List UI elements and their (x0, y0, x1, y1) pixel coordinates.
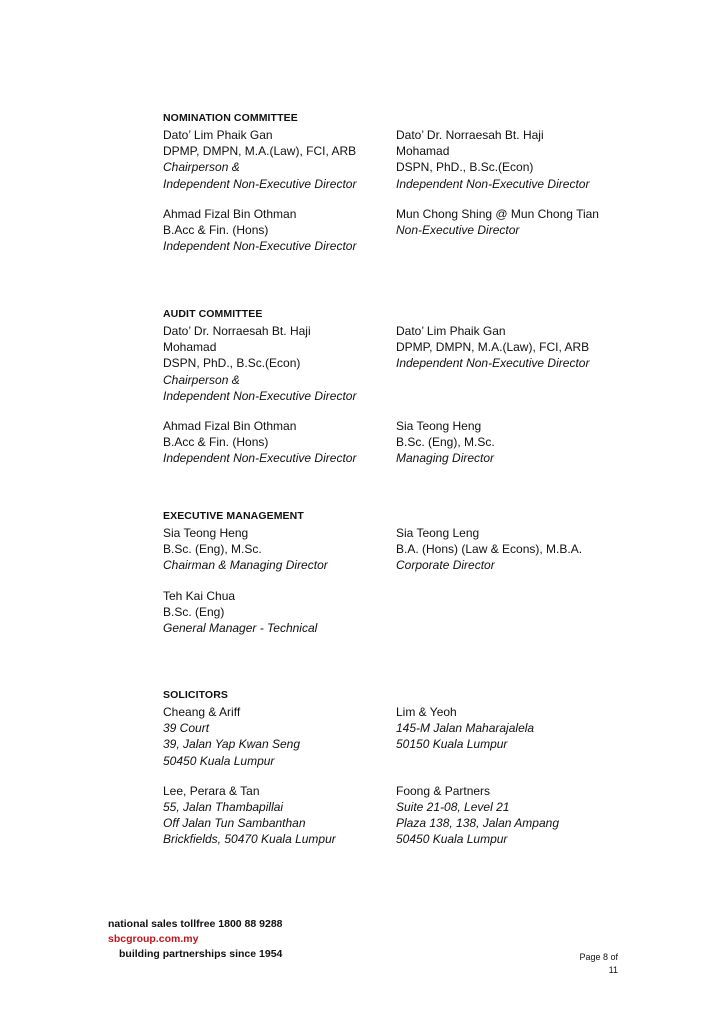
entry-left (163, 588, 396, 637)
page-number-line1: Page 8 of (579, 952, 618, 962)
section-heading: NOMINATION COMMITTEE (163, 112, 298, 124)
entry-detail: DPMP, DMPN, M.A.(Law), FCI, ARB (163, 144, 357, 159)
entry-name: Teh Kai Chua (163, 588, 236, 603)
entry-detail: 145-M Jalan Maharajalela (396, 721, 535, 736)
entry-left (163, 704, 396, 769)
section-heading: EXECUTIVE MANAGEMENT (163, 510, 304, 522)
entry-name: Foong & Partners (396, 783, 491, 798)
entry-detail: Independent Non-Executive Director (163, 176, 357, 191)
entry-name: Lim & Yeoh (396, 705, 457, 719)
entry-detail: 39 Court (163, 721, 210, 736)
entry-detail: Independent Non-Executive Director (396, 176, 590, 191)
entry-detail: Off Jalan Tun Sambanthan (163, 816, 306, 831)
entry-left (163, 323, 396, 404)
entry-detail: DSPN, PhD., B.Sc.(Econ) (396, 160, 534, 175)
entry-row (163, 525, 633, 574)
entry-right (396, 206, 633, 255)
section-nomination-committee (163, 109, 633, 254)
entry-detail: 50450 Kuala Lumpur (396, 832, 508, 847)
entry-row (163, 323, 633, 404)
entry-detail: B.A. (Hons) (Law & Econs), M.B.A. (396, 542, 583, 557)
entry-detail: B.Sc. (Eng), M.Sc. (396, 435, 495, 450)
entry-right (396, 418, 633, 467)
entry-left (163, 525, 396, 574)
entry-detail: Suite 21-08, Level 21 (396, 800, 510, 815)
section-heading: AUDIT COMMITTEE (163, 308, 263, 320)
entry-detail: Independent Non-Executive Director (396, 356, 590, 371)
entry-detail: DPMP, DMPN, M.A.(Law), FCI, ARB (396, 340, 590, 355)
entry-detail: B.Sc. (Eng) (163, 604, 225, 619)
page-number (579, 951, 618, 977)
entry-right (396, 323, 633, 404)
entry-row (163, 206, 633, 255)
footer-website[interactable]: sbcgroup.com.my (108, 933, 199, 945)
entry-name: Dato’ Dr. Norraesah Bt. Haji (163, 324, 311, 338)
entry-detail: 50450 Kuala Lumpur (163, 753, 275, 768)
entry-detail: 39, Jalan Yap Kwan Seng (163, 737, 300, 752)
footer-tollfree: national sales tollfree 1800 88 9288 (108, 918, 283, 930)
entry-detail: 50150 Kuala Lumpur (396, 737, 508, 752)
entry-name: Sia Teong Heng (163, 526, 249, 540)
section-solicitors (163, 686, 633, 848)
entry-left (163, 206, 396, 255)
entry-right (396, 588, 633, 637)
entry-right (396, 704, 633, 769)
entry-detail: General Manager - Technical (163, 621, 318, 636)
entry-row (163, 704, 633, 769)
section-heading: SOLICITORS (163, 689, 228, 701)
entry-detail: Mohamad (163, 340, 217, 355)
entry-name: Ahmad Fizal Bin Othman (163, 206, 297, 221)
entry-right (396, 525, 633, 574)
entry-detail: Chairman & Managing Director (163, 558, 328, 573)
section-executive-management (163, 507, 633, 636)
entry-detail: B.Acc & Fin. (Hons) (163, 223, 269, 238)
entry-detail: B.Acc & Fin. (Hons) (163, 435, 269, 450)
entry-detail: Independent Non-Executive Director (163, 388, 357, 403)
entry-detail: Corporate Director (396, 558, 495, 573)
section-audit-committee (163, 305, 633, 467)
entry-left (163, 418, 396, 467)
entry-detail: DSPN, PhD., B.Sc.(Econ) (163, 356, 301, 371)
footer-tagline: building partnerships since 1954 (119, 948, 283, 960)
entry-name: Sia Teong Heng (396, 419, 482, 434)
entry-left (163, 783, 396, 848)
entry-detail: Chairperson & (163, 372, 240, 387)
entry-name: Lee, Perara & Tan (163, 783, 260, 798)
entry-detail: Independent Non-Executive Director (163, 451, 357, 466)
entry-name: Dato’ Lim Phaik Gan (163, 128, 273, 142)
entry-detail: Independent Non-Executive Director (163, 239, 357, 254)
entry-detail: Chairperson & (163, 160, 240, 175)
entry-right (396, 783, 633, 848)
entry-name: Ahmad Fizal Bin Othman (163, 419, 297, 434)
entry-name: Dato’ Dr. Norraesah Bt. Haji (396, 128, 544, 142)
entry-detail: Mohamad (396, 144, 450, 159)
entry-left (163, 127, 396, 192)
entry-detail: Non-Executive Director (396, 223, 520, 238)
entry-row (163, 783, 633, 848)
entry-name: Mun Chong Shing @ Mun Chong Tian (396, 206, 599, 221)
entry-detail: 55, Jalan Thambapillai (163, 800, 284, 815)
entry-name: Sia Teong Leng (396, 526, 480, 540)
entry-name: Dato’ Lim Phaik Gan (396, 324, 506, 338)
entry-detail: Brickfields, 50470 Kuala Lumpur (163, 832, 336, 847)
entry-row (163, 588, 633, 637)
entry-detail: Managing Director (396, 451, 495, 466)
entry-row (163, 418, 633, 467)
entry-row (163, 127, 633, 192)
entry-detail: B.Sc. (Eng), M.Sc. (163, 542, 262, 557)
entry-right (396, 127, 633, 192)
page-number-line2: 11 (608, 965, 618, 975)
entry-name: Cheang & Ariff (163, 705, 241, 719)
entry-detail: Plaza 138, 138, Jalan Ampang (396, 816, 560, 831)
